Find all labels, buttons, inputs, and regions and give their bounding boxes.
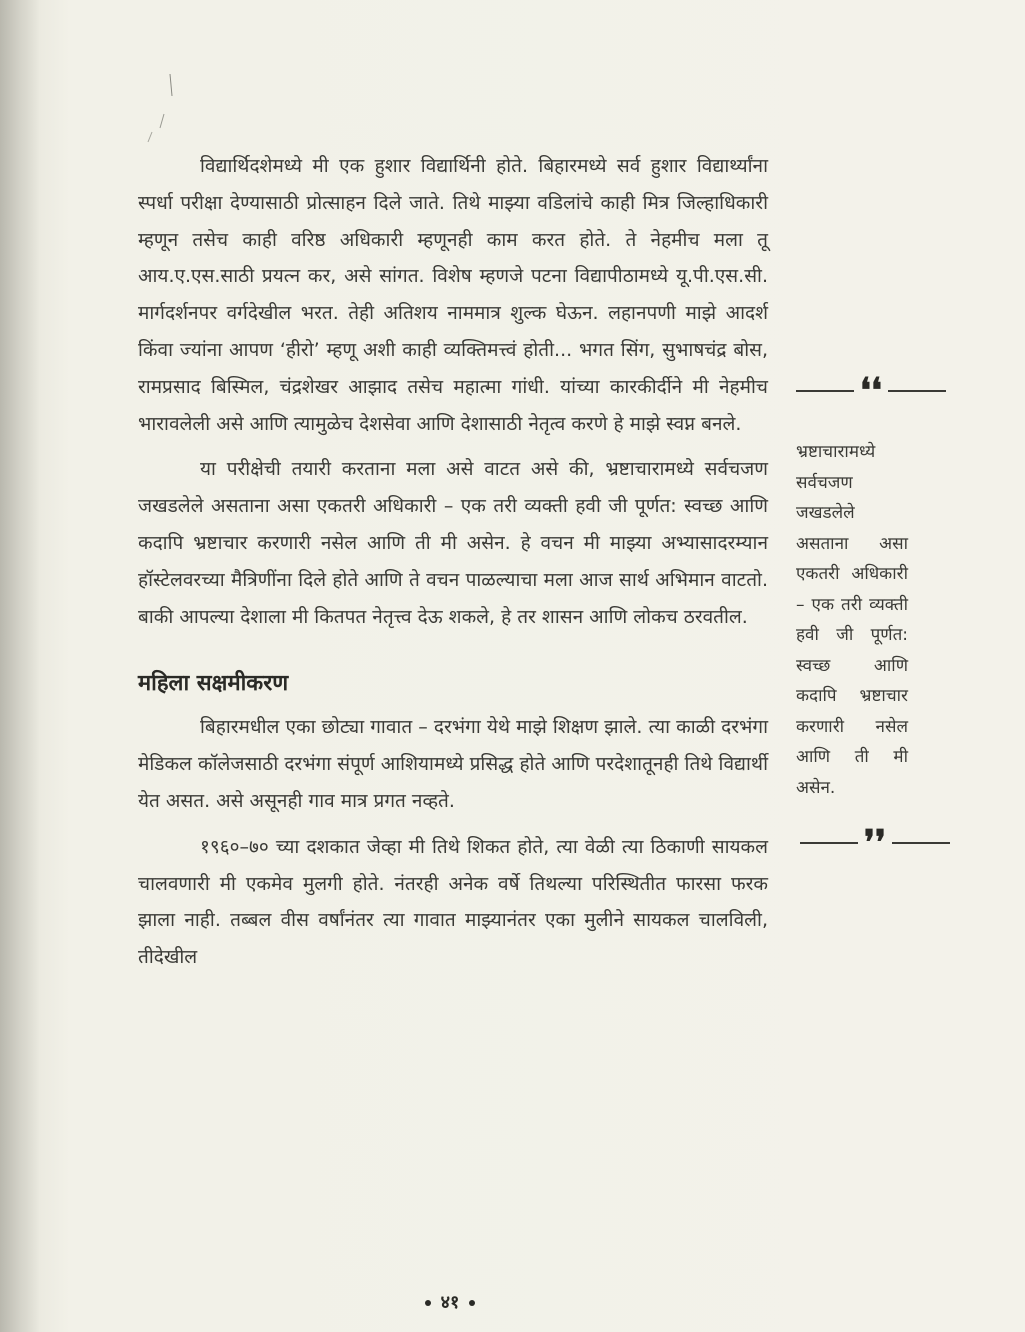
paragraph-cycling: १९६०–७० च्या दशकात जेव्हा मी तिथे शिकत होते, त्या वेळी त्या ठिकाणी सायकल चालवणारी मी एकमेव मुलगी होते. नंतरही अनेक वर्षे तिथल्या परिस्थितीत फारसा फरक झाला नाही. तब्बल वीस वर्षांनंतर त्या गावात माझ्यानंतर एका मुलीने सायकल चालविली, तीदेखील bbox=[138, 835, 768, 969]
bullet-dot-icon bbox=[425, 1300, 431, 1306]
close-quote-icon: ❜❜ bbox=[864, 823, 886, 863]
rule-line bbox=[892, 842, 950, 844]
binding-shadow bbox=[0, 0, 40, 1332]
page-number-value: ४१ bbox=[440, 1292, 460, 1313]
pull-quote-text: भ्रष्टाचारामध्ये सर्वचजण जखडलेले असताना असा एकतरी अधिकारी – एक तरी व्यक्ती हवी जी पूर्णत: स्वच्छ आणि कदापि भ्रष्टाचार करणारी नसेल आणि ती मी असेन. bbox=[796, 442, 908, 798]
rule-line bbox=[888, 390, 946, 392]
rule-line bbox=[796, 390, 854, 392]
open-quote-icon: ❛❛ bbox=[860, 371, 882, 411]
pencil-scratch-mark bbox=[140, 70, 180, 150]
pull-quote-bottom-rule bbox=[800, 825, 950, 861]
rule-line bbox=[800, 842, 858, 844]
paragraph-exam-preparation: या परीक्षेची तयारी करताना मला असे वाटत असे की, भ्रष्टाचारामध्ये सर्वचजण जखडलेले असताना असा एकतरी अधिकारी – एक तरी व्यक्ती हवी जी पूर्णत: स्वच्छ आणि कदापि भ्रष्टाचार करणारी नसेल आणि ती मी असेन. हे वचन मी माझ्या अभ्यासादरम्यान हॉस्टेलवरच्या मैत्रिणींना दिले होते आणि ते वचन पाळल्याचा मला आज सार्थ अभिमान वाटतो. बाकी आपल्या देशाला मी कितपत नेतृत्त्व देऊ शकले, हे तर शासन आणि लोकच ठरवतील. bbox=[138, 458, 768, 628]
paragraph-darbhanga: बिहारमधील एका छोट्या गावात – दरभंगा येथे माझे शिक्षण झाले. त्या काळी दरभंगा मेडिकल कॉलेजसाठी दरभंगा संपूर्ण आशियामध्ये प्रसिद्ध होते आणि परदेशातूनही तिथे विद्यार्थी येत असत. असे असूनही गाव मात्र प्रगत नव्हते. bbox=[138, 716, 768, 812]
page-number bbox=[0, 1290, 900, 1314]
pull-quote-sidebar bbox=[796, 373, 966, 861]
main-text-column bbox=[138, 148, 768, 976]
pull-quote-top-rule bbox=[796, 373, 946, 409]
bullet-dot-icon bbox=[469, 1300, 475, 1306]
section-heading: महिला सक्षमीकरण bbox=[138, 671, 289, 697]
paragraph-student-days: विद्यार्थिदशेमध्ये मी एक हुशार विद्यार्थिनी होते. बिहारमध्ये सर्व हुशार विद्यार्थ्यांना स्पर्धा परीक्षा देण्यासाठी प्रोत्साहन दिले जाते. तिथे माझ्या वडिलांचे काही मित्र जिल्हाधिकारी म्हणून तसेच काही वरिष्ठ अधिकारी म्हणूनही काम करत होते. ते नेहमीच मला तू आय.ए.एस.साठी प्रयत्न कर, असे सांगत. विशेष म्हणजे पटना विद्यापीठामध्ये यू.पी.एस.सी. मार्गदर्शनपर वर्गदेखील भरत. तेही अतिशय नाममात्र शुल्क घेऊन. लहानपणी माझे आदर्श किंवा ज्यांना आपण ‘हीरो’ म्हणू अशी काही व्यक्तिमत्त्वं होती... भगत सिंग, सुभाषचंद्र बोस, रामप्रसाद बिस्मिल, चंद्रशेखर आझाद तसेच महात्मा गांधी. यांच्या कारकीर्दीने मी नेहमीच भारावलेली असे आणि त्यामुळेच देशसेवा आणि देशासाठी नेतृत्व करणे हे माझे स्वप्न बनले. bbox=[138, 155, 768, 435]
